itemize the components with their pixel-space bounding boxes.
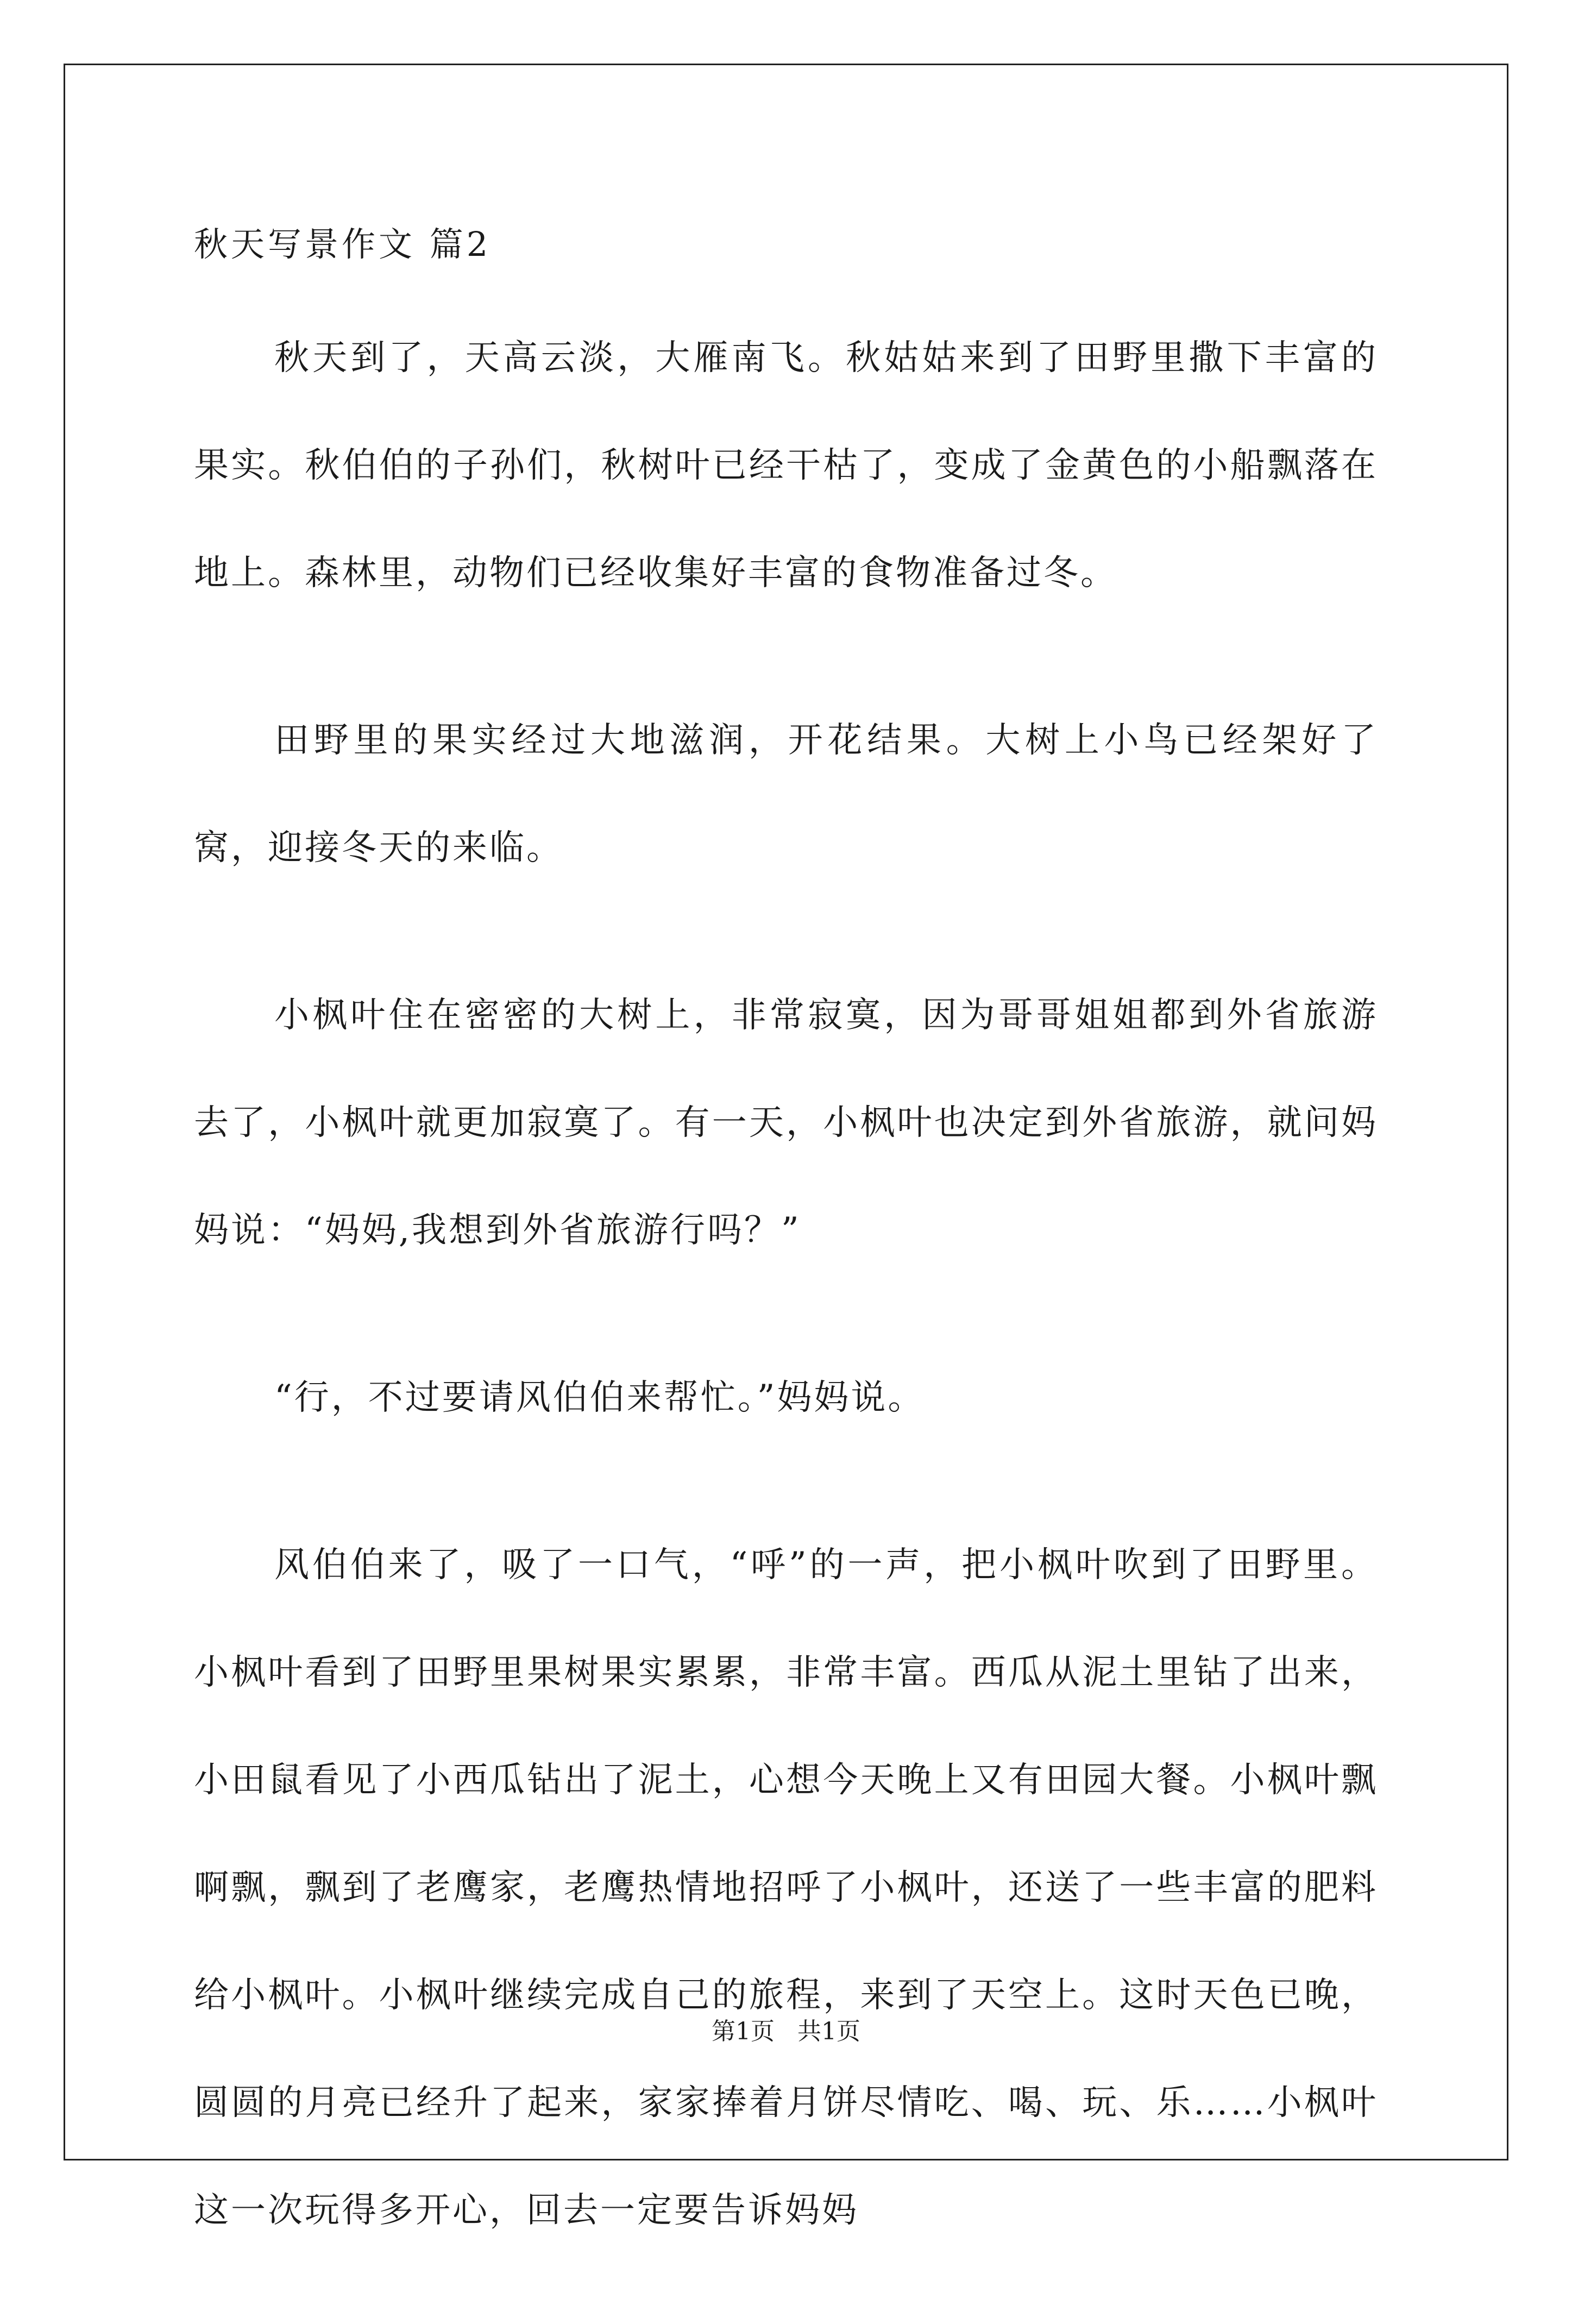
paragraph-5: 风伯伯来了，吸了一口气，“呼”的一声，把小枫叶吹到了田野里。小枫叶看到了田野里果树果实累累，非常丰富。西瓜从泥土里钻了出来，小田鼠看见了小西瓜钻出了泥土，心想今天晚上又有田园大餐。小枫叶飘啊飘，飘到了老鹰家，老鹰热情地招呼了小枫叶，还送了一些丰富的肥料给小枫叶。小枫叶继续完成自己的旅程，来到了天空上。这时天色已晚，圆圆的月亮已经升了起来，家家捧着月饼尽情吃、喝、玩、乐……小枫叶这一次玩得多开心，回去一定要告诉妈妈 xyxy=(194,1545,1378,2231)
paragraph-1: 秋天到了，天高云淡，大雁南飞。秋姑姑来到了田野里撒下丰富的果实。秋伯伯的子孙们，秋树叶已经干枯了，变成了金黄色的小船飘落在地上。森林里，动物们已经收集好丰富的食物准备过冬。 xyxy=(194,338,1378,593)
document-title: 秋天写景作文 篇2 xyxy=(194,224,492,264)
paragraph-4: “行，不过要请风伯伯来帮忙。”妈妈说。 xyxy=(274,1378,925,1418)
paragraph-2: 田野里的果实经过大地滋润，开花结果。大树上小鸟已经架好了窝，迎接冬天的来临。 xyxy=(194,720,1378,868)
page-number: 第1页 共1页 xyxy=(712,2018,860,2045)
paragraph-3: 小枫叶住在密密的大树上，非常寂寞，因为哥哥姐姐都到外省旅游去了，小枫叶就更加寂寞了。有一天，小枫叶也决定到外省旅游，就问妈妈说：“妈妈,我想到外省旅游行吗？” xyxy=(194,995,1378,1251)
